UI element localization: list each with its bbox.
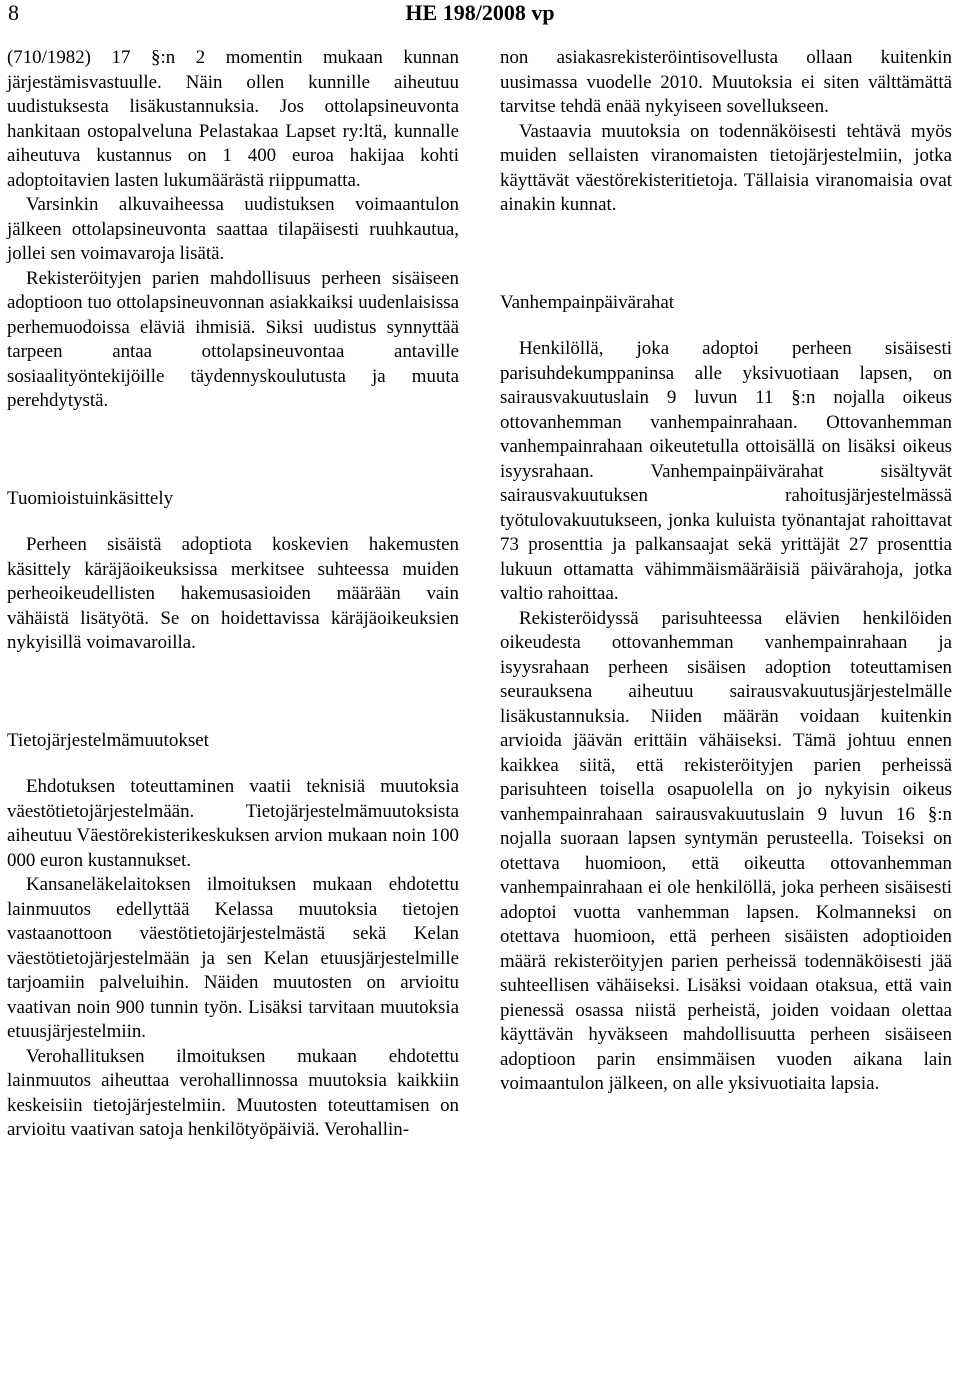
paragraph: Perheen sisäistä adoptiota koskevien hakemusten käsittely käräjäoikeuksissa merkitsee suhteessa muiden perheoikeudellisten hakemusasioiden määrään vain vähäistä lisätyötä. Se on hoidettavissa käräjäoikeuksien nykyisillä voimavaroilla. (7, 534, 459, 653)
paragraph: Rekisteröityjen parien mahdollisuus perheen sisäiseen adoptioon tuo ottolapsineuvonnan asiakkaiksi uudenlaisissa perhemuodoissa eläviä ihmisiä. Siksi uudistus synnyttää tarpeen antaa ottolapsineuvontaa antaville sosiaalityöntekijöille täydennyskoulutusta ja muuta perehdytystä. (7, 267, 459, 411)
section-heading: Tuomioistuinkäsittely (7, 487, 174, 509)
paragraph: Vastaavia muutoksia on todennäköisesti tehtävä myös muiden sellaisten viranomaisten tietojärjestelmiin, jotka käyttävät väestörekisteritietoja. Tällaisia viranomaisia ovat ainakin kunnat. (500, 120, 952, 215)
paragraph: Verohallituksen ilmoituksen mukaan ehdotettu lainmuutos aiheuttaa verohallinnossa muutoksia kaikkiin keskeisiin tietojärjestelmiin. Muutosten toteuttamisen on arvioitu vaativan satoja henkilötyöpäiviä. Verohallin- (7, 1045, 459, 1140)
paragraph: Kansaneläkelaitoksen ilmoituksen mukaan ehdotettu lainmuutos edellyttää Kelassa muutoksia tietojen vastaanottoon väestötietojärjestelmästä sekä Kelan väestötietojärjestelmään ja sen Kelan etuusjärjestelmille tarjoamiin palveluihin. Näiden muutosten on arvioitu vaativan noin 900 tunnin työn. Lisäksi tarvitaan muutoksia etuusjärjestelmiin. (7, 874, 459, 1042)
section-heading: Vanhempainpäivärahat (500, 291, 675, 313)
paragraph: Rekisteröidyssä parisuhteessa elävien henkilöiden oikeudesta ottovanhemman vanhempainrahaan ja isyysrahaan perheen sisäisen adoption toteuttamisen seurauksena aiheutuu sairausvakuutusjärjestelmälle lisäkustannuksia. Niiden määrän voidaan kuitenkin arvioida jäävän erittäin vähäiseksi. Tämä johtuu ennen kaikkea siitä, että rekisteröityjen parien perheissä parisuhteen toisella osapuolella on jo nykyisin oikeus vanhempainrahaan sairausvakuutuslain 9 luvun 16 §:n nojalla suoraan lapsen syntymän perusteella. Toiseksi on otettava huomioon, että oikeutta ottovanhemman vanhempainrahaan ei ole henkilöllä, joka perheen sisäisesti adoptoi vuotta vanhemman lapsen. Kolmanneksi on otettava huomioon, että perheen sisäisten adoptioiden määrä rekisteröityjen parien perheissä todennäköisesti jää suhteellisen vähäiseksi. Lisäksi voidaan otaksua, että vain pienessä osassa niistä perheistä, joiden voidaan olettaa käyttävän hyväkseen mahdollisuutta perheen sisäiseen adoptioon parin ensimmäisen vuoden aikana lain voimaantulon jälkeen, on alle yksivuotiaita lapsia. (500, 607, 952, 1094)
paragraph: Varsinkin alkuvaiheessa uudistuksen voimaantulon jälkeen ottolapsineuvonta saattaa tilapäisesti ruuhkautua, jollei sen voimavaroja lisätä. (7, 194, 459, 264)
paragraph: Ehdotuksen toteuttaminen vaatii teknisiä muutoksia väestötietojärjestelmään. Tietojärjestelmämuutoksista aiheutuu Väestörekisterikeskuksen arvion mukaan noin 100 000 euron kustannukset. (7, 776, 459, 871)
page-number: 8 (8, 0, 19, 25)
paragraph: non asiakasrekisteröintisovellusta ollaan kuitenkin uusimassa vuodelle 2010. Muutoksia ei siten välttämättä tarvitse tehdä enää nykyiseen sovellukseen. (500, 47, 952, 117)
left-column (7, 46, 459, 1143)
right-column (500, 46, 952, 1097)
running-header: HE 198/2008 vp (405, 0, 555, 25)
paragraph: Henkilöllä, joka adoptoi perheen sisäisesti parisuhdekumppaninsa alle yksivuotiaan lapsen, on sairausvakuutuslain 9 luvun 11 §:n nojalla oikeus ottovanhemman vanhempainrahaan. Ottovanhemman vanhempainrahaan oikeutetulla ottoisällä on lisäksi oikeus isyysrahaan. Vanhempainpäivärahat sisältyvät sairausvakuutuksen rahoitusjärjestelmässä työtulovakuutukseen, jonka kuluista työnantajat rahoittavat 73 prosenttia ja palkansaajat sekä yrittäjät 27 prosenttia lukuun ottamatta vähimmäismääräisiä päivärahoja, jotka valtio rahoittaa. (500, 338, 952, 604)
section-heading: Tietojärjestelmämuutokset (7, 729, 209, 751)
paragraph: (710/1982) 17 §:n 2 momentin mukaan kunnan järjestämisvastuulle. Näin ollen kunnille aiheutuu uudistuksesta lisäkustannuksia. Jos ottolapsineuvonta hankitaan ostopalveluna Pelastakaa Lapset ry:ltä, kunnalle aiheutuva kustannus on 1 400 euroa hakijaa kohti adoptoitavien lasten lukumäärästä riippumatta. (7, 47, 459, 191)
